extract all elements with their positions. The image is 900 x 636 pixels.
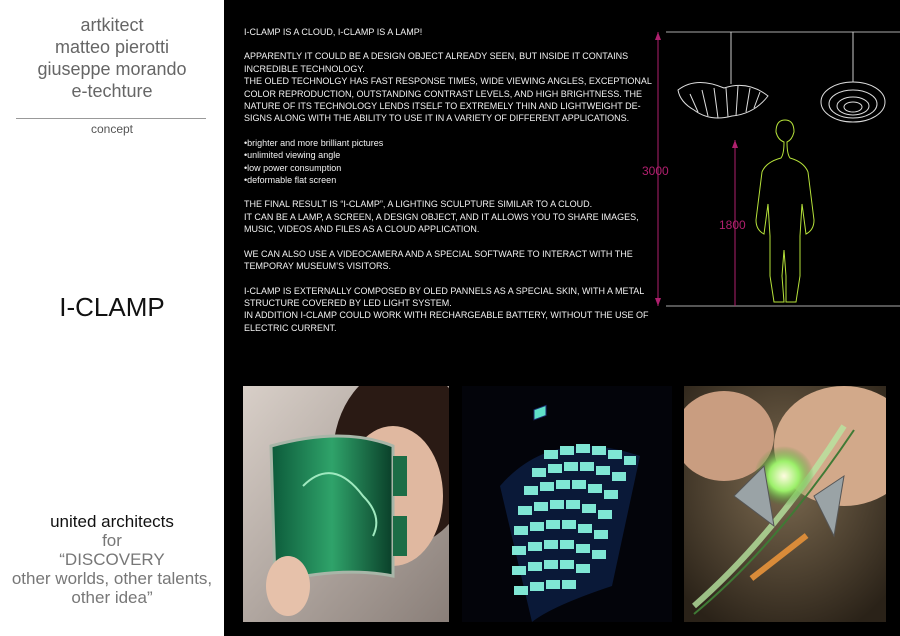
dimension-label-1800: 1800 [719, 218, 746, 232]
paragraph: I-CLAMP IS A CLOUD, I-CLAMP IS A LAMP! [244, 27, 423, 37]
competition-line: “DISCOVERY [59, 550, 165, 569]
competition-block [0, 512, 224, 607]
paragraph: THE FINAL RESULT IS “I-CLAMP”, A LIGHTING SCULPTURE SIMILAR TO A CLOUD. [244, 199, 593, 210]
arrow-icon [655, 32, 661, 40]
paragraph: APPARENTLY IT COULD BE A DESIGN OBJECT ALREADY SEEN, BUT INSIDE IT CONTAINS INCREDIBLE TECHNOLOGY. [244, 51, 629, 74]
elevation-drawing [636, 24, 900, 314]
feature-list [244, 137, 664, 187]
competition-line: other worlds, other talents, [11, 569, 213, 588]
left-panel [0, 0, 224, 636]
paragraph: WE CAN ALSO USE A VIDEOCAMERA AND A SPECIAL SOFTWARE TO INTERACT WITH THE TEMPORAY MUSEUM’S VISITORS. [244, 248, 633, 272]
photo-oled-panel-array [462, 386, 672, 622]
author-list [0, 14, 224, 102]
photo-bent-oled-strip [684, 386, 886, 622]
lamp-front-view-icon [821, 82, 885, 122]
paragraph: I-CLAMP IS EXTERNALLY COMPOSED BY OLED PANNELS AS A SPECIAL SKIN, WITH A METAL STRUCTURE COVERED BY LED LIGHT SYSTEM. [244, 285, 644, 308]
list-item: •deformable flat screen [244, 175, 337, 186]
arrow-icon [732, 140, 738, 148]
description-text [244, 26, 664, 334]
project-title: I-CLAMP [59, 292, 165, 322]
arrow-icon [655, 298, 661, 306]
list-item: •brighter and more brilliant pictures [244, 137, 384, 148]
author-line: giuseppe morando [37, 59, 187, 79]
competition-organizer: united architects [50, 512, 174, 531]
list-item: •low power consumption [244, 162, 342, 173]
concept-label: concept [90, 122, 134, 136]
list-item: •unlimited viewing angle [244, 150, 341, 161]
competition-line: for [102, 531, 122, 550]
divider-line [16, 118, 206, 119]
paragraph: IT CAN BE A LAMP, A SCREEN, A DESIGN OBJECT, AND IT ALLOWS YOU TO SHARE IMAGES, MUSIC, VIDEOS AND FILES AS A CLOUD APPLICATION. [244, 211, 639, 235]
competition-line: other idea” [71, 588, 153, 607]
photo-flexible-oled-display [243, 386, 449, 622]
paragraph: IN ADDITION I-CLAMP COULD WORK WITH RECHARGEABLE BATTERY, WITHOUT THE USE OF ELECTRIC CURRENT. [244, 310, 649, 333]
author-line: matteo pierotti [54, 37, 170, 57]
person-silhouette-icon [756, 120, 814, 302]
lamp-side-view-icon [678, 82, 768, 118]
author-line: artkitect [80, 15, 144, 35]
paragraph: THE OLED TECHNOLGY HAS FAST RESPONSE TIMES, WIDE VIEWING ANGLES, EXCEPTIONAL COLOR REPRODUCTION, OUTSTANDING CONTRAST LEVELS, AND HIGH BRIGHTNESS. THE NATURE OF ITS TECHNOLOGY LENDS ITSELF TO EXTREMELY THIN AND LIGHTWEIGHT DE-SIGNS ALONG WITH THE ABILITY TO USE IT IN A VARIETY OF DIFFERENT APPLICATIONS. [244, 76, 652, 124]
dimension-label-3000: 3000 [642, 164, 669, 178]
author-line: e-techture [71, 81, 153, 101]
